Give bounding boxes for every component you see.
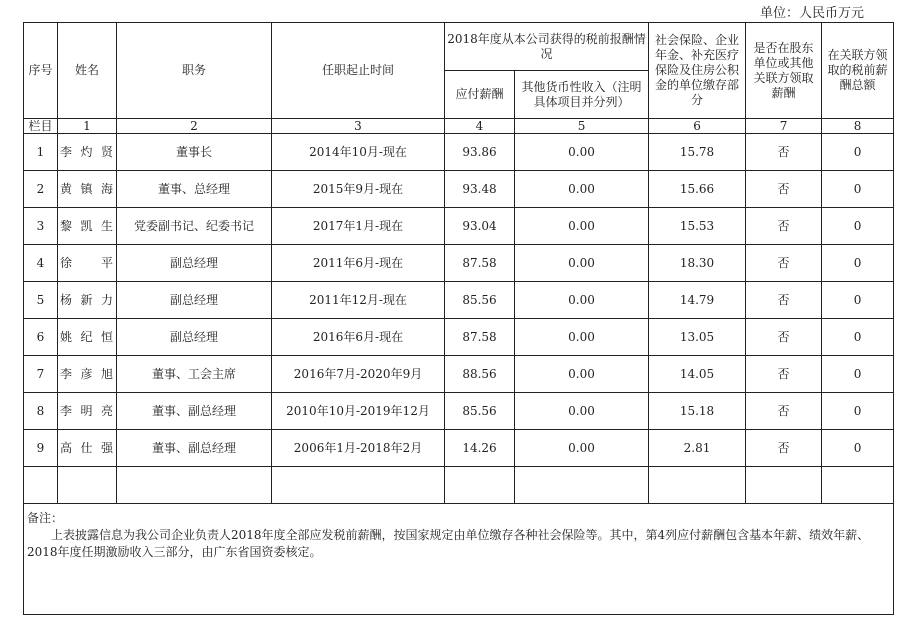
social-cell: 18.30 — [649, 245, 746, 282]
header-related-amount: 在关联方领取的税前薪酬总额 — [822, 23, 894, 119]
note-body: 上表披露信息为我公司企业负责人2018年度全部应发税前薪酬，按国家规定由单位缴存各种社会保险等。其中，第4列应付薪酬包含基本年薪、绩效年薪、2018年度任期激励收入三部分，由广东省国资委核定。 — [27, 528, 870, 559]
term-cell: 2017年1月-现在 — [272, 208, 445, 245]
index-cell: 栏目 — [24, 119, 58, 134]
related-cell: 否 — [746, 171, 822, 208]
index-cell: 7 — [746, 119, 822, 134]
table-row — [24, 134, 894, 171]
header-position: 职务 — [117, 23, 272, 119]
other-income-cell: 0.00 — [515, 356, 649, 393]
seq-cell: 6 — [24, 319, 58, 356]
salary-cell: 87.58 — [445, 245, 515, 282]
salary-cell: 85.56 — [445, 282, 515, 319]
term-cell: 2015年9月-现在 — [272, 171, 445, 208]
empty-cell — [515, 467, 649, 504]
related-cell: 否 — [746, 319, 822, 356]
term-cell: 2016年6月-现在 — [272, 319, 445, 356]
other-income-cell: 0.00 — [515, 282, 649, 319]
table-row — [24, 171, 894, 208]
salary-cell: 93.48 — [445, 171, 515, 208]
position-cell: 董事、副总经理 — [117, 393, 272, 430]
index-cell: 6 — [649, 119, 746, 134]
header-row-1 — [24, 23, 894, 71]
seq-cell: 1 — [24, 134, 58, 171]
seq-cell: 5 — [24, 282, 58, 319]
seq-cell: 9 — [24, 430, 58, 467]
table-row — [24, 319, 894, 356]
social-cell: 13.05 — [649, 319, 746, 356]
index-cell: 1 — [58, 119, 117, 134]
compensation-table — [23, 22, 894, 615]
other-income-cell: 0.00 — [515, 245, 649, 282]
related-amount-cell: 0 — [822, 430, 894, 467]
related-amount-cell: 0 — [822, 356, 894, 393]
empty-cell — [822, 467, 894, 504]
empty-cell — [746, 467, 822, 504]
related-amount-cell: 0 — [822, 393, 894, 430]
other-income-cell: 0.00 — [515, 134, 649, 171]
header-term: 任职起止时间 — [272, 23, 445, 119]
term-cell: 2011年6月-现在 — [272, 245, 445, 282]
empty-cell — [649, 467, 746, 504]
seq-cell: 3 — [24, 208, 58, 245]
name-cell: 李彦旭 — [58, 356, 117, 393]
position-cell: 副总经理 — [117, 245, 272, 282]
name-cell: 黄镇海 — [58, 171, 117, 208]
seq-cell: 7 — [24, 356, 58, 393]
salary-cell: 93.04 — [445, 208, 515, 245]
seq-cell: 4 — [24, 245, 58, 282]
related-cell: 否 — [746, 393, 822, 430]
table-row — [24, 245, 894, 282]
position-cell: 党委副书记、纪委书记 — [117, 208, 272, 245]
other-income-cell: 0.00 — [515, 171, 649, 208]
related-cell: 否 — [746, 208, 822, 245]
position-cell: 董事、工会主席 — [117, 356, 272, 393]
empty-cell — [58, 467, 117, 504]
index-cell: 2 — [117, 119, 272, 134]
term-cell: 2011年12月-现在 — [272, 282, 445, 319]
name-cell: 杨新力 — [58, 282, 117, 319]
table-row — [24, 282, 894, 319]
table-row — [24, 430, 894, 467]
social-cell: 15.78 — [649, 134, 746, 171]
header-social: 社会保险、企业年金、补充医疗保险及住房公积金的单位缴存部分 — [649, 23, 746, 119]
other-income-cell: 0.00 — [515, 208, 649, 245]
social-cell: 15.66 — [649, 171, 746, 208]
seq-cell: 8 — [24, 393, 58, 430]
related-cell: 否 — [746, 245, 822, 282]
empty-cell — [24, 467, 58, 504]
related-cell: 否 — [746, 356, 822, 393]
name-cell: 高仕强 — [58, 430, 117, 467]
related-cell: 否 — [746, 430, 822, 467]
term-cell: 2014年10月-现在 — [272, 134, 445, 171]
header-name: 姓名 — [58, 23, 117, 119]
other-income-cell: 0.00 — [515, 319, 649, 356]
term-cell: 2006年1月-2018年2月 — [272, 430, 445, 467]
name-cell: 徐 平 — [58, 245, 117, 282]
related-cell: 否 — [746, 134, 822, 171]
index-cell: 4 — [445, 119, 515, 134]
name-cell: 姚纪恒 — [58, 319, 117, 356]
note-cell — [24, 504, 894, 615]
other-income-cell: 0.00 — [515, 430, 649, 467]
seq-cell: 2 — [24, 171, 58, 208]
other-income-cell: 0.00 — [515, 393, 649, 430]
related-amount-cell: 0 — [822, 208, 894, 245]
name-cell: 黎凯生 — [58, 208, 117, 245]
note-title: 备注： — [27, 511, 64, 525]
empty-row — [24, 467, 894, 504]
unit-label: 单位：人民币万元 — [759, 6, 864, 21]
term-cell: 2010年10月-2019年12月 — [272, 393, 445, 430]
name-cell: 李灼贤 — [58, 134, 117, 171]
salary-cell: 87.58 — [445, 319, 515, 356]
social-cell: 14.79 — [649, 282, 746, 319]
position-cell: 董事长 — [117, 134, 272, 171]
header-other-income: 其他货币性收入（注明具体项目并分列） — [515, 71, 649, 119]
related-amount-cell: 0 — [822, 319, 894, 356]
salary-cell: 85.56 — [445, 393, 515, 430]
header-pretax-group: 2018年度从本公司获得的税前报酬情况 — [445, 23, 649, 71]
column-index-row — [24, 119, 894, 134]
table-row — [24, 393, 894, 430]
related-amount-cell: 0 — [822, 134, 894, 171]
salary-cell: 93.86 — [445, 134, 515, 171]
header-related-question: 是否在股东单位或其他关联方领取薪酬 — [746, 23, 822, 119]
related-cell: 否 — [746, 282, 822, 319]
note-row — [24, 504, 894, 615]
position-cell: 副总经理 — [117, 319, 272, 356]
header-salary: 应付薪酬 — [445, 71, 515, 119]
related-amount-cell: 0 — [822, 245, 894, 282]
social-cell: 15.53 — [649, 208, 746, 245]
term-cell: 2016年7月-2020年9月 — [272, 356, 445, 393]
salary-cell: 88.56 — [445, 356, 515, 393]
table-row — [24, 356, 894, 393]
social-cell: 2.81 — [649, 430, 746, 467]
index-cell: 3 — [272, 119, 445, 134]
table-row — [24, 208, 894, 245]
empty-cell — [117, 467, 272, 504]
position-cell: 董事、总经理 — [117, 171, 272, 208]
name-cell: 李明亮 — [58, 393, 117, 430]
social-cell: 15.18 — [649, 393, 746, 430]
position-cell: 董事、副总经理 — [117, 430, 272, 467]
salary-cell: 14.26 — [445, 430, 515, 467]
related-amount-cell: 0 — [822, 282, 894, 319]
empty-cell — [272, 467, 445, 504]
position-cell: 副总经理 — [117, 282, 272, 319]
empty-cell — [445, 467, 515, 504]
related-amount-cell: 0 — [822, 171, 894, 208]
index-cell: 8 — [822, 119, 894, 134]
index-cell: 5 — [515, 119, 649, 134]
header-seq: 序号 — [24, 23, 58, 119]
social-cell: 14.05 — [649, 356, 746, 393]
